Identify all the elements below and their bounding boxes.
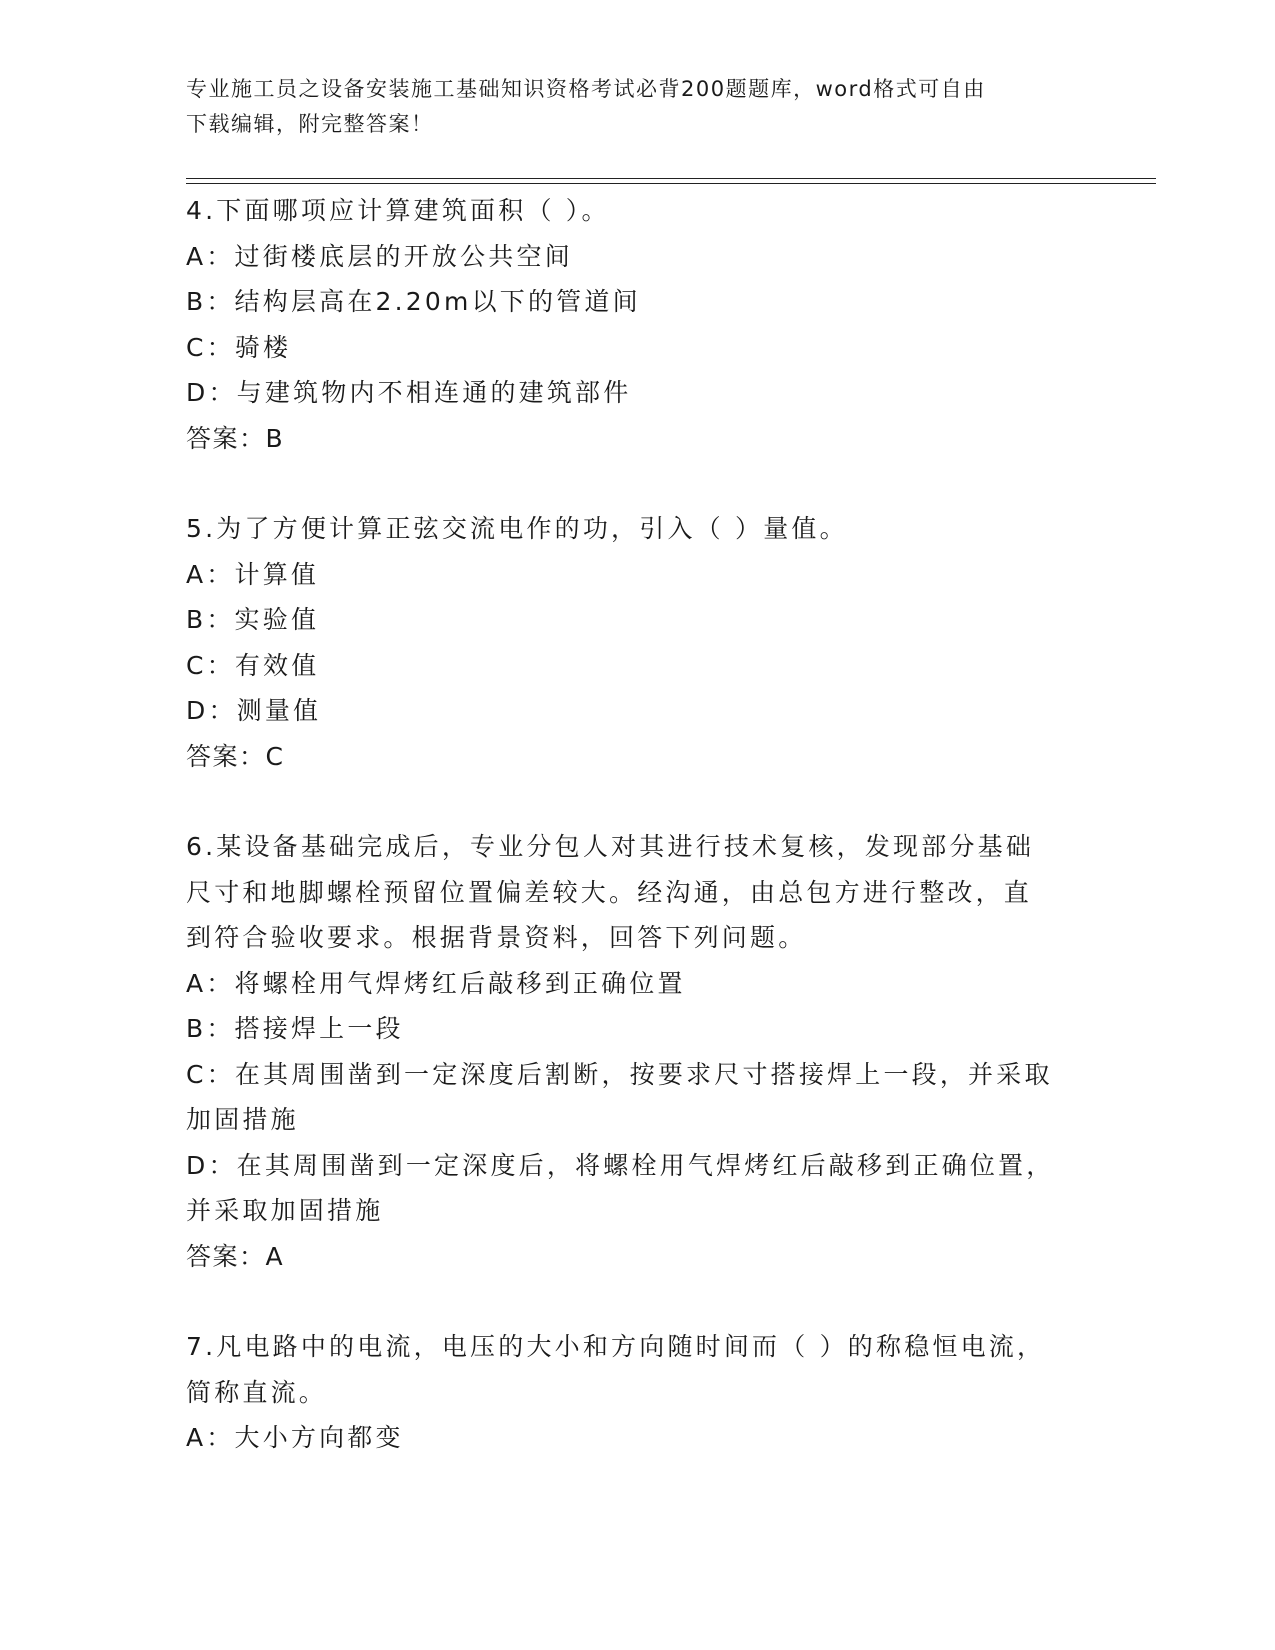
question-list xyxy=(186,188,1086,1506)
option-line: C：有效值 xyxy=(186,650,320,680)
option-line: C：骑楼 xyxy=(186,332,292,362)
option-line: B：搭接焊上一段 xyxy=(186,1014,404,1043)
option-line: C：在其周围凿到一定深度后割断，按要求尺寸搭接焊上一段，并采取 xyxy=(186,1059,1053,1089)
question-stem-line: 简称直流。 xyxy=(186,1377,328,1407)
header-rule-bottom xyxy=(186,183,1156,184)
option-line: A：过街楼底层的开放公共空间 xyxy=(186,241,573,271)
question-block xyxy=(186,506,1086,779)
question-block xyxy=(186,188,1086,461)
option-line: D：在其周围凿到一定深度后，将螺栓用气焊烤红后敲移到正确位置， xyxy=(186,1150,1055,1180)
header-line-2: 下载编辑，附完整答案！ xyxy=(186,112,434,136)
option-line: B：实验值 xyxy=(186,605,320,634)
answer-line: 答案：A xyxy=(186,1241,285,1271)
option-line: D：与建筑物内不相连通的建筑部件 xyxy=(186,378,632,407)
option-line: A：将螺栓用气焊烤红后敲移到正确位置 xyxy=(186,968,686,998)
option-line: B：结构层高在2.20m以下的管道间 xyxy=(186,287,641,316)
header-rule-top xyxy=(186,178,1156,179)
document-header xyxy=(186,72,1066,142)
answer-line: 答案：B xyxy=(186,423,285,453)
question-stem-line: 4.下面哪项应计算建筑面积（ ）。 xyxy=(186,196,610,225)
question-stem-line: 7.凡电路中的电流，电压的大小和方向随时间而（ ）的称稳恒电流， xyxy=(186,1332,1046,1361)
option-line: 并采取加固措施 xyxy=(186,1196,384,1225)
question-stem-line: 6.某设备基础完成后，专业分包人对其进行技术复核，发现部分基础 xyxy=(186,832,1035,861)
option-line: 加固措施 xyxy=(186,1105,299,1134)
question-block xyxy=(186,824,1086,1279)
question-stem-line: 到符合验收要求。根据背景资料，回答下列问题。 xyxy=(186,923,807,952)
option-line: D：测量值 xyxy=(186,696,322,725)
header-line-1: 专业施工员之设备安装施工基础知识资格考试必背200题题库，word格式可自由 xyxy=(186,77,986,101)
answer-line: 答案：C xyxy=(186,741,285,771)
question-stem-line: 5.为了方便计算正弦交流电作的功，引入（ ）量值。 xyxy=(186,514,848,543)
question-block xyxy=(186,1324,1086,1461)
question-stem-line: 尺寸和地脚螺栓预留位置偏差较大。经沟通，由总包方进行整改，直 xyxy=(186,877,1033,907)
option-line: A：大小方向都变 xyxy=(186,1423,404,1452)
option-line: A：计算值 xyxy=(186,559,320,589)
